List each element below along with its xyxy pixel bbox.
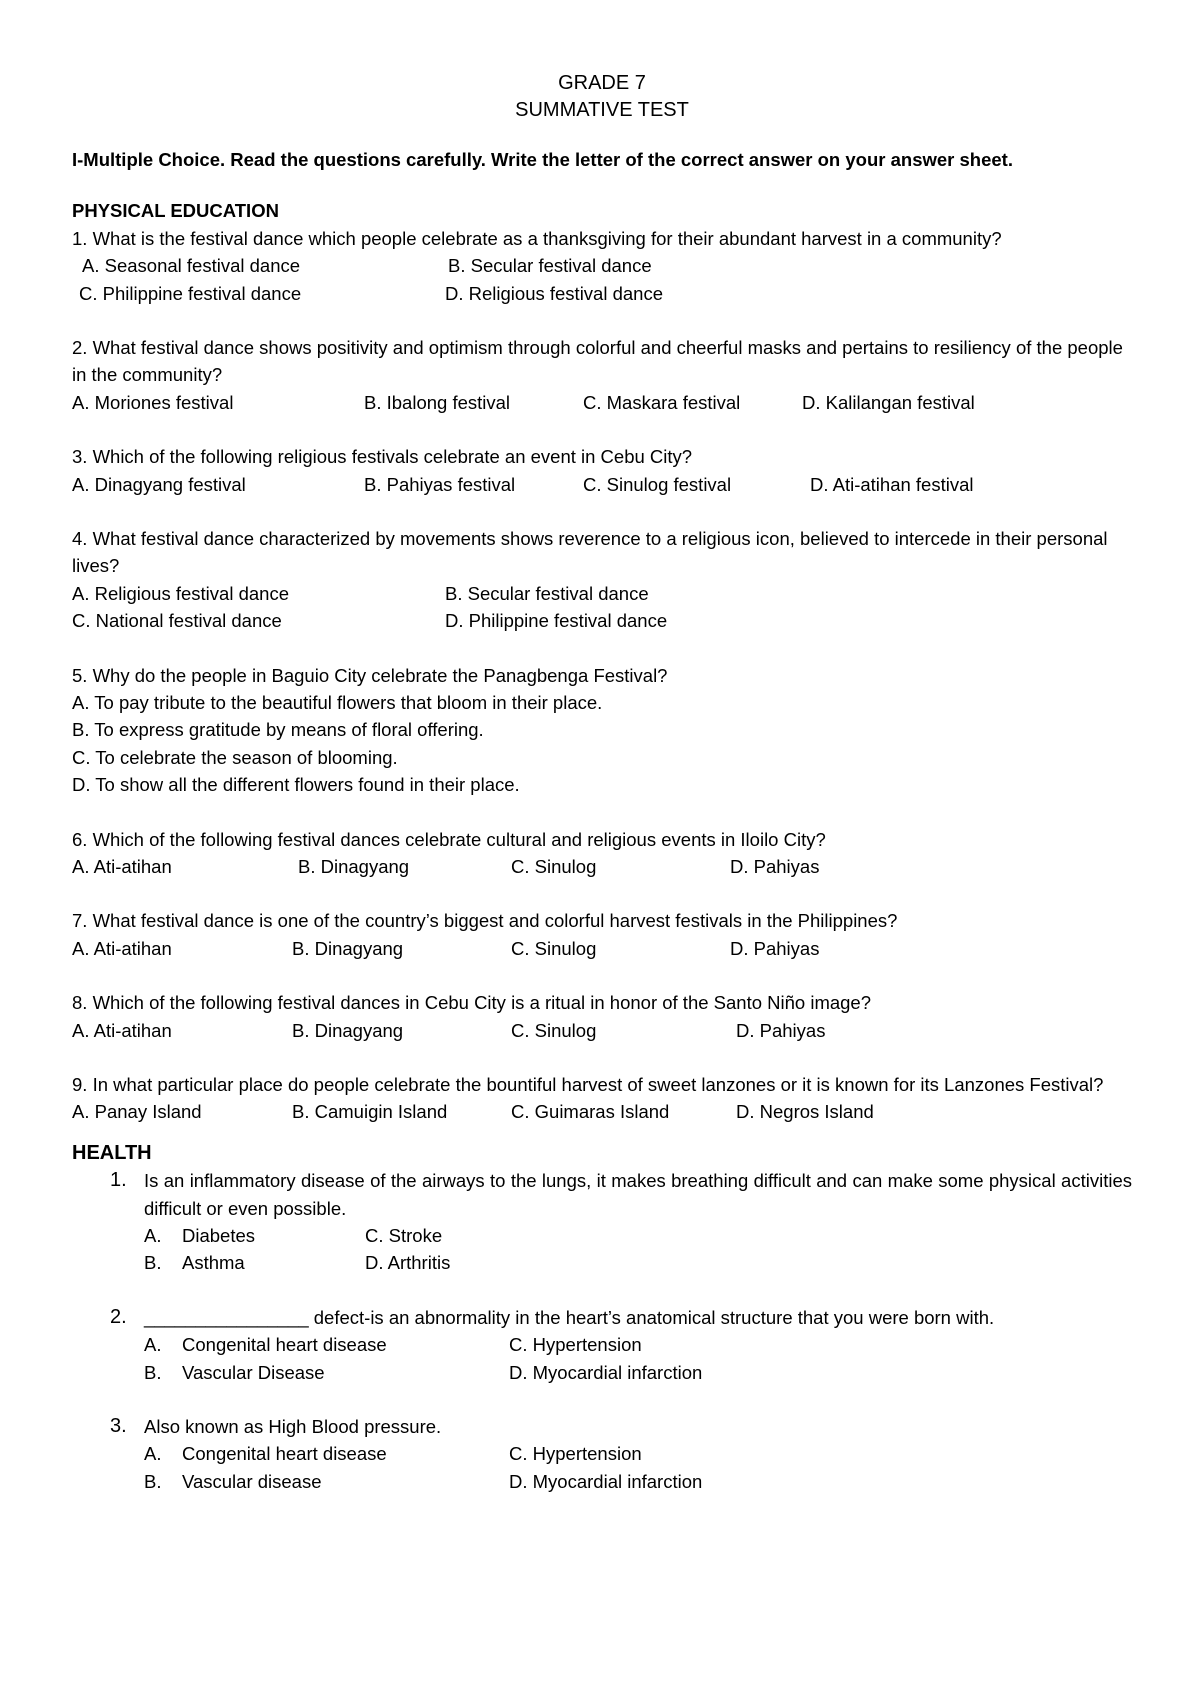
- pe-q6-option-c: C. Sinulog: [511, 856, 597, 878]
- pe-q4-option-d: D. Philippine festival dance: [445, 610, 668, 632]
- pe-q3-stem: 3. Which of the following religious festivals celebrate an event in Cebu City?: [72, 446, 693, 468]
- health-q3: [72, 1413, 1132, 1440]
- pe-q2-option-c: C. Maskara festival: [583, 391, 741, 413]
- pe-q7-option-d: D. Pahiyas: [730, 937, 820, 959]
- pe-q1-stem: 1. What is the festival dance which people celebrate as a thanksgiving for their abundant harvest in a community?: [72, 227, 1002, 249]
- health-q2: [72, 1304, 1132, 1331]
- health-q2-number: 2.: [110, 1305, 127, 1328]
- health-q1-options-row1: [144, 1222, 1132, 1249]
- pe-q9-option-c: C. Guimaras Island: [511, 1101, 670, 1123]
- pe-q4-options-row1: [72, 580, 1132, 607]
- pe-q7-options: [72, 935, 1132, 962]
- pe-q8-option-d: D. Pahiyas: [736, 1019, 826, 1041]
- pe-q1-options-row2: [72, 280, 1132, 307]
- health-q1-options-row2: [144, 1249, 1132, 1276]
- pe-q6-option-a: A. Ati-atihan: [72, 856, 172, 878]
- pe-q3-options: [72, 471, 1132, 498]
- health-q2-option-b: B. Vascular Disease: [144, 1361, 325, 1383]
- pe-q8-options: [72, 1017, 1132, 1044]
- pe-q6-option-b: B. Dinagyang: [298, 856, 410, 878]
- pe-q7-option-a: A. Ati-atihan: [72, 937, 172, 959]
- pe-q8-option-a: A. Ati-atihan: [72, 1019, 172, 1041]
- health-q2-stem: ________________ defect-is an abnormality in the heart’s anatomical structure that you were born with.: [144, 1306, 995, 1328]
- pe-q7-option-b: B. Dinagyang: [292, 937, 404, 959]
- pe-q5-option-b: B. To express gratitude by means of floral offering.: [72, 719, 484, 741]
- health-q1: [72, 1167, 1132, 1222]
- pe-q5-option-d: D. To show all the different flowers found in their place.: [72, 774, 520, 796]
- pe-q9-option-d: D. Negros Island: [736, 1101, 874, 1123]
- pe-q3-option-b: B. Pahiyas festival: [364, 473, 516, 495]
- health-q2-options-row1: [144, 1331, 1132, 1358]
- pe-q1-option-b: B. Secular festival dance: [448, 255, 652, 277]
- pe-q9-options: [72, 1098, 1132, 1125]
- health-q3-option-b: B. Vascular disease: [144, 1470, 322, 1492]
- pe-q4-option-c: C. National festival dance: [72, 610, 282, 632]
- health-q1-stem: Is an inflammatory disease of the airways to the lungs, it makes breathing difficult and can make some physical activities difficult or even possible.: [144, 1170, 1132, 1219]
- health-q3-option-c: C. Hypertension: [509, 1443, 642, 1465]
- pe-q7-stem: 7. What festival dance is one of the country’s biggest and colorful harvest festivals in the Philippines?: [72, 910, 898, 932]
- pe-q1-options-row1: [72, 252, 1132, 279]
- pe-q8-option-c: C. Sinulog: [511, 1019, 597, 1041]
- health-q1-option-d: D. Arthritis: [365, 1252, 451, 1274]
- health-q2-option-d: D. Myocardial infarction: [509, 1361, 703, 1383]
- health-q2-options-row2: [144, 1359, 1132, 1386]
- pe-q8-stem: 8. Which of the following festival dances in Cebu City is a ritual in honor of the Santo Niño image?: [72, 992, 872, 1014]
- instructions: I-Multiple Choice. Read the questions carefully. Write the letter of the correct answer on your answer sheet.: [72, 149, 1013, 170]
- pe-q2-option-a: A. Moriones festival: [72, 391, 234, 413]
- health-q1-option-b: B. Asthma: [144, 1252, 245, 1274]
- pe-q9-option-a: A. Panay Island: [72, 1101, 202, 1123]
- pe-q4-option-a: A. Religious festival dance: [72, 582, 289, 604]
- health-heading: HEALTH: [72, 1141, 152, 1164]
- pe-q2-stem: 2. What festival dance shows positivity and optimism through colorful and cheerful masks and pertains to resiliency of the people in the community?: [72, 337, 1123, 386]
- health-q3-options-row2: [144, 1468, 1132, 1495]
- test-page: [72, 70, 1132, 1495]
- health-q2-option-c: C. Hypertension: [509, 1334, 642, 1356]
- pe-q3-option-c: C. Sinulog festival: [583, 473, 732, 495]
- pe-q8-option-b: B. Dinagyang: [292, 1019, 404, 1041]
- health-q2-option-a: A. Congenital heart disease: [144, 1334, 387, 1356]
- test-title: SUMMATIVE TEST: [515, 99, 689, 121]
- pe-q2-option-d: D. Kalilangan festival: [802, 391, 975, 413]
- health-q1-number: 1.: [110, 1169, 127, 1192]
- pe-q4-options-row2: [72, 607, 1132, 634]
- pe-heading: PHYSICAL EDUCATION: [72, 200, 279, 222]
- pe-q5-option-c: C. To celebrate the season of blooming.: [72, 746, 398, 768]
- pe-q4-stem: 4. What festival dance characterized by movements shows reverence to a religious icon, believed to intercede in their personal lives?: [72, 528, 1108, 577]
- pe-q6-stem: 6. Which of the following festival dances celebrate cultural and religious events in Iloilo City?: [72, 828, 826, 850]
- pe-q9-option-b: B. Camuigin Island: [292, 1101, 448, 1123]
- health-q3-options-row1: [144, 1440, 1132, 1467]
- pe-q4-option-b: B. Secular festival dance: [445, 582, 649, 604]
- pe-q7-option-c: C. Sinulog: [511, 937, 597, 959]
- pe-q5-stem: 5. Why do the people in Baguio City celebrate the Panagbenga Festival?: [72, 664, 668, 686]
- health-q3-option-d: D. Myocardial infarction: [509, 1470, 703, 1492]
- health-q1-option-c: C. Stroke: [365, 1225, 443, 1247]
- health-q1-option-a: A. Diabetes: [144, 1225, 256, 1247]
- health-q3-option-a: A. Congenital heart disease: [144, 1443, 387, 1465]
- pe-q2-option-b: B. Ibalong festival: [364, 391, 511, 413]
- health-q3-number: 3.: [110, 1415, 127, 1437]
- grade-title: GRADE 7: [558, 72, 646, 94]
- pe-q3-option-a: A. Dinagyang festival: [72, 473, 246, 495]
- pe-q9-stem: 9. In what particular place do people celebrate the bountiful harvest of sweet lanzones or it is known for its Lanzones Festival?: [72, 1074, 1104, 1096]
- pe-q6-options: [72, 853, 1132, 880]
- pe-q1-option-c: C. Philippine festival dance: [79, 282, 302, 304]
- pe-q6-option-d: D. Pahiyas: [730, 856, 820, 878]
- health-q3-stem: Also known as High Blood pressure.: [144, 1416, 442, 1437]
- pe-q1-option-a: A. Seasonal festival dance: [82, 255, 301, 277]
- pe-q3-option-d: D. Ati-atihan festival: [810, 473, 974, 495]
- pe-q1-option-d: D. Religious festival dance: [445, 282, 663, 304]
- pe-q5-option-a: A. To pay tribute to the beautiful flowers that bloom in their place.: [72, 692, 603, 713]
- pe-q2-options: [72, 389, 1132, 416]
